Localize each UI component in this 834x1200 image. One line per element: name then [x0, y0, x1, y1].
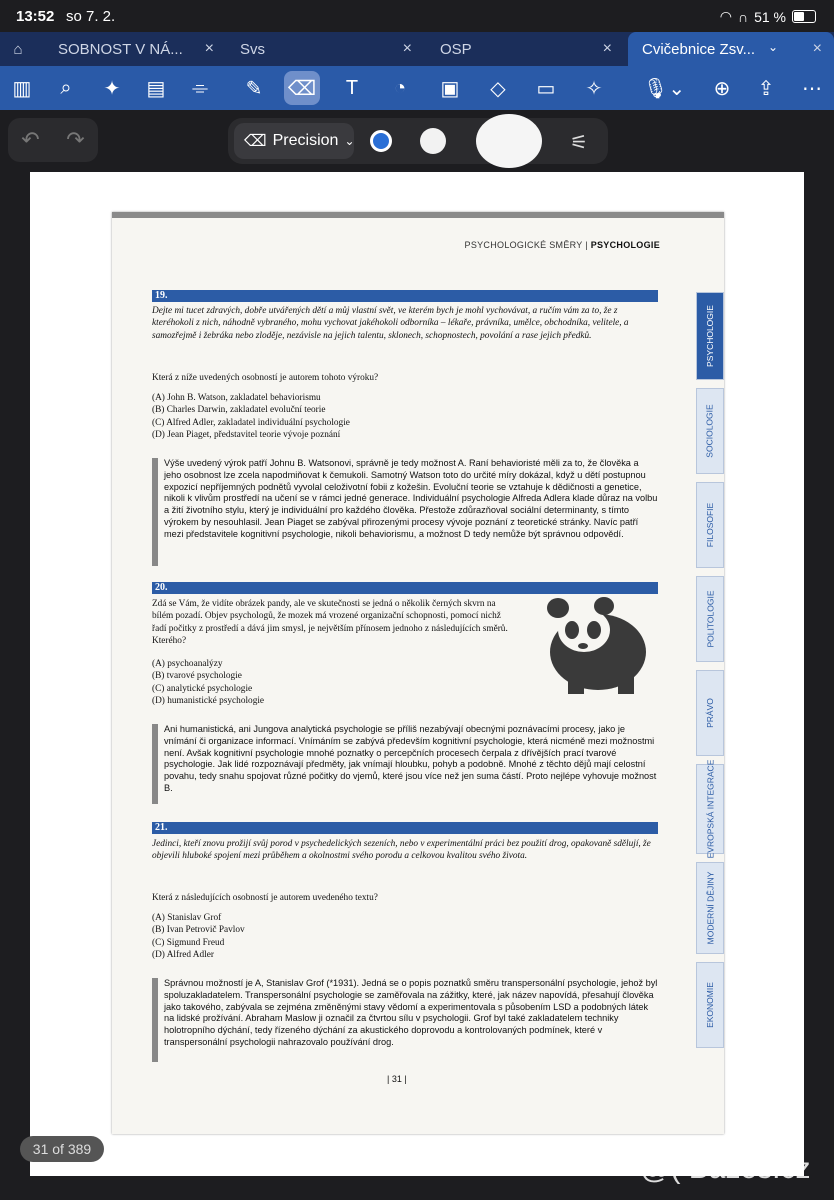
close-icon[interactable]: ×: [602, 40, 612, 57]
close-icon[interactable]: ×: [812, 40, 822, 57]
add-page-icon[interactable]: ⊕: [713, 77, 731, 100]
side-tab-psychologie: [696, 292, 724, 380]
question-20-text: Zdá se Vám, že vidíte obrázek pandy, ale ve skutečnosti se jedná o několik černých skvrn na bílém pozadí. Objev psychologů, že mozek má vrozené organizační schopnosti, pomocí nichž řadí počitky z prostředí a dává jim smysl, je největším přínosem jednoho z následujících směrů. Kterého?: [152, 599, 508, 647]
side-tab-label: PRÁVO: [705, 698, 716, 728]
running-head-separator: |: [585, 240, 588, 250]
question-19-header: 19.: [152, 290, 658, 302]
document-icon[interactable]: ▤: [146, 77, 166, 100]
side-tab-label: POLITOLOGIE: [705, 590, 716, 648]
chevron-down-icon[interactable]: ⌄: [767, 40, 778, 54]
chevron-down-icon: ⌄: [344, 134, 355, 148]
search-icon[interactable]: ⌕: [60, 76, 72, 99]
question-19-answer: Výše uvedený výrok patří Johnu B. Watsonovi, správně je tedy možnost A. Raní behavioristé měli za to, že člověka a jeho osobnost lze zcela napodmiňovat k čemukoli. Samotný Watson toto do určité míry dokázal, když u dětí postupnou expozicí nepříjemných podnětů vyvolal celoživotní fobii z kožešin. Evoluční teorie se vztahuje k dědičnosti a genetice, nikoli k vlivům prostředí na učení se v rámci jedné generace. Individuální psychologie Alfreda Adlera klade důraz na volbu a žití životního stylu, který je individuální pro každého člověka. Přestože zdůrazňoval sociální determinanty, s tímto výrokem by nesouhlasil. Jean Piaget se zabýval přirozenými procesy vývoje poznání z teoretické stránky. Navíc patří mezi představitele kognitivní psychologie, nikoli behaviorismu, a možnost D tedy nemůže být správnou odpovědí.: [152, 458, 658, 566]
pen-icon[interactable]: ✎: [245, 77, 263, 100]
tab-document-active[interactable]: [628, 32, 834, 66]
precision-label: Precision: [272, 132, 339, 149]
option: (A) Stanislav Grof: [152, 913, 222, 923]
date: so 7. 2.: [66, 8, 116, 25]
size-small-option[interactable]: [370, 130, 392, 152]
question-19-quote: Dejte mi tucet zdravých, dobře utvářených dětí a můj vlastní svět, ve kterém bych je mohl vychovávat, a ručím vám za to, že z kteréhokoli z nich, náhodně vybraného, mohu vychovat jakéhokoli odborníka – lékaře, právníka, umělce, obchodníka, velitele, a samozřejmě i žebráka nebo zloděje, nezávisle na jejich talentu, sklonech, schopnostech, povolání a rase jejich předků.: [152, 306, 629, 341]
precision-dropdown[interactable]: [234, 123, 354, 159]
question-21-answer: Správnou možností je A, Stanislav Grof (*1931). Jedná se o popis poznatků směru transpersonální psychologie, jehož byl spoluzakladatelem. Transpersonální psychologie se zaměřovala na zážitky, které, jak název napovídá, přesahují člověka jako takového, zabývala se zejména změněnými stavy vědomí a experimentovala s působením LSD a podobných látek na lidské prožívání. Abraham Maslow ji označil za čtvrtou sílu v psychologii. Grof byl také zakladatelem techniky holotropního dýchání, tedy řízeného dýchání za akustického doprovodu a kontrolovaných podmínek, které v transpersonální psychologii nahrazovalo používání drog.: [152, 978, 658, 1062]
undo-icon[interactable]: ↶: [21, 127, 40, 152]
battery-percent: 51 %: [754, 8, 786, 25]
watermark: @( Bazos.cz: [640, 1152, 811, 1185]
tab-label: Cvičebnice Zsv...: [642, 40, 756, 58]
side-tab-evropska-integrace: [696, 759, 724, 859]
wifi-icon: ◠: [719, 8, 733, 24]
scanned-page: [112, 212, 724, 1134]
option: (B) Ivan Petrovič Pavlov: [152, 925, 245, 936]
mic-icon[interactable]: 🎙⌄: [642, 77, 686, 100]
tab-document-2[interactable]: [228, 32, 424, 66]
running-head-section: PSYCHOLOGICKÉ SMĚRY: [464, 240, 583, 250]
side-tab-label: EKONOMIE: [705, 982, 715, 1028]
side-tab-label: PSYCHOLOGIE: [705, 305, 716, 367]
side-tab-politologie: [696, 576, 724, 662]
side-tab-label: EVROPSKÁ INTEGRACE: [705, 759, 715, 859]
question-21-header: 21.: [152, 822, 658, 834]
side-tab-sociologie: [696, 388, 724, 474]
headphones-icon: ∩: [738, 8, 749, 25]
tab-document-3[interactable]: [426, 32, 624, 66]
side-tab-ekonomie: [696, 962, 724, 1048]
shapes-icon[interactable]: ◇: [490, 77, 506, 100]
eraser-icon[interactable]: ⌫: [284, 71, 320, 105]
pdf-page-canvas[interactable]: [30, 172, 804, 1176]
question-21-quote: Jedinci, kteří znovu prožijí svůj porod v psychedelických sezeních, nebo v experimentální práci bez použití drog, opakovaně sdělují, že objevili hluboké spojení mezi průběhem a okolnostmi svého porodu a celkovou kvalitou svého života.: [152, 839, 651, 862]
undo-redo-group: [8, 118, 98, 162]
option: (D) Alfred Adler: [152, 950, 214, 961]
question-19-options: [152, 392, 660, 442]
note-icon[interactable]: ▭: [536, 77, 556, 100]
size-medium-option[interactable]: [420, 128, 446, 154]
option: (C) Alfred Adler, zakladatel individuální psychologie: [152, 417, 350, 428]
question-20-header: 20.: [152, 582, 658, 594]
text-icon[interactable]: T: [345, 76, 359, 99]
option: (C) analytické psychologie: [152, 683, 253, 694]
tab-label: OSP: [440, 40, 472, 58]
tab-document-1[interactable]: [40, 32, 226, 66]
laser-icon[interactable]: ✧: [585, 77, 603, 100]
running-head: [465, 240, 660, 250]
option: (A) John B. Watson, zakladatel behaviorismu: [152, 393, 321, 403]
running-head-subject: PSYCHOLOGIE: [590, 240, 660, 250]
sticker-icon[interactable]: ◔: [393, 76, 407, 99]
page-counter[interactable]: 31 of 389: [20, 1136, 104, 1162]
side-tab-label: FILOSOFIE: [705, 502, 715, 548]
eraser-options-bar: [228, 118, 608, 164]
side-tab-pravo: [696, 670, 724, 756]
tab-label: Svs: [240, 40, 266, 58]
page-edge: [112, 212, 724, 218]
status-indicators: [720, 8, 816, 25]
image-icon[interactable]: ▣: [440, 77, 460, 100]
option: (C) Sigmund Freud: [152, 937, 225, 948]
side-tab-moderni-dejiny: [696, 862, 724, 954]
page-number: | 31 |: [387, 1074, 407, 1084]
settings-sliders-icon[interactable]: ⚟: [570, 132, 588, 154]
eraser-icon: ⌫: [244, 133, 267, 150]
side-tab-label: MODERNÍ DĚJINY: [705, 871, 716, 945]
share-icon[interactable]: ⇪: [757, 77, 775, 100]
size-large-option[interactable]: [476, 114, 542, 168]
status-bar: [0, 0, 834, 32]
ai-icon[interactable]: ✦: [103, 77, 121, 100]
tab-label: SOBNOST V NÁ...: [58, 40, 183, 58]
battery-icon: [792, 10, 816, 23]
question-20-options: [152, 658, 452, 708]
panda-image: [538, 596, 660, 696]
tab-bar: [0, 32, 834, 66]
close-icon[interactable]: ×: [204, 40, 214, 57]
option: (B) tvarové psychologie: [152, 671, 242, 682]
side-tab-label: SOCIOLOGIE: [705, 404, 715, 458]
question-21-prompt: Která z následujících osobností je autorem uvedeného textu?: [152, 893, 378, 903]
question-19-prompt: Která z níže uvedených osobností je autorem tohoto výroku?: [152, 373, 379, 383]
clock: 13:52: [16, 8, 55, 25]
option: (D) Jean Piaget, představitel teorie vývoje poznání: [152, 430, 341, 441]
option: (B) Charles Darwin, zakladatel evoluční teorie: [152, 405, 326, 416]
more-icon[interactable]: ⋯: [802, 77, 822, 100]
option: (D) humanistické psychologie: [152, 696, 265, 707]
redo-icon[interactable]: ↷: [66, 127, 85, 152]
sidebar-icon[interactable]: ▥: [12, 77, 32, 100]
question-20-answer: Ani humanistická, ani Jungova analytická psychologie se příliš nezabývají obecnými poznávacími procesy, jako je vnímání či organizace informací. Vnímáním se zabývá především kognitivní psychologie, která nicméně mezi možnostmi není. Avšak kognitivní psychologie mnohé poznatky o percepčních procesech čerpala z dřívějších prací tvarové psychologie. Jak lidé rozpoznávají předměty, jak vnímají hloubku, pohyb a podobně. Mnohé z těchto dějů mají celostní povahu, tedy snahu spojovat různé počitky do vjemů, které jsou více než jen suma částí. Proto nejlépe vyhovuje možnost B.: [152, 724, 658, 804]
main-toolbar: [0, 66, 834, 110]
side-tab-filosofie: [696, 482, 724, 568]
lasso-icon[interactable]: ⌯: [192, 76, 208, 99]
question-21-options: [152, 912, 660, 962]
home-icon[interactable]: ⌂: [13, 40, 23, 58]
close-icon[interactable]: ×: [402, 40, 412, 57]
option: (A) psychoanalýzy: [152, 659, 223, 669]
